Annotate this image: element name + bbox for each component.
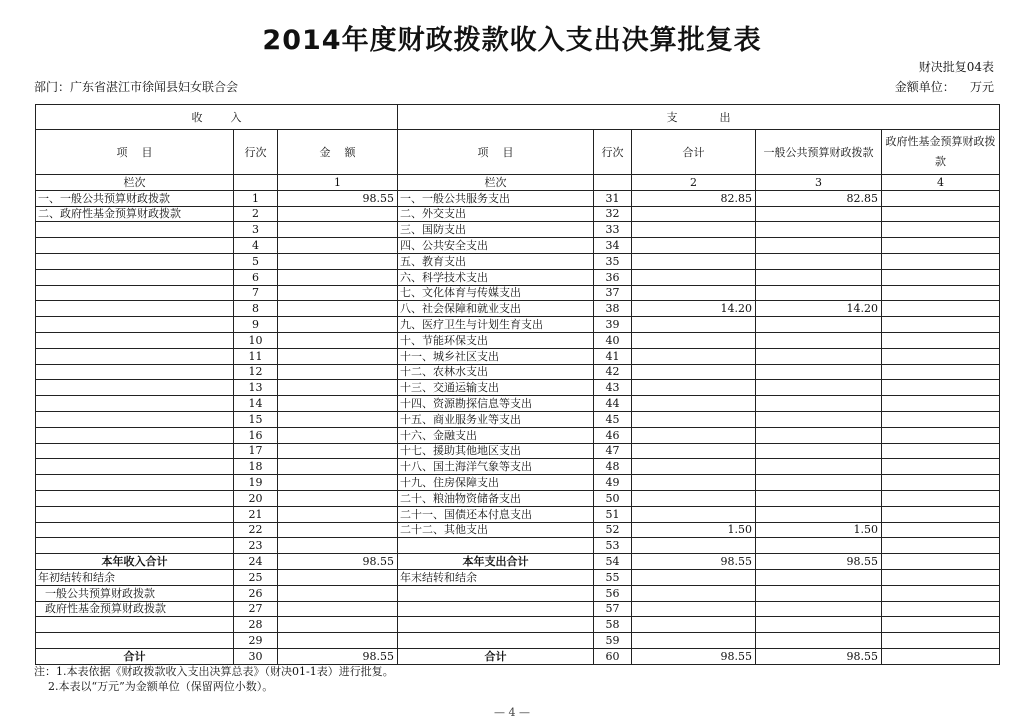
table-row: [36, 443, 1000, 459]
expense-rowno-header: 行次: [594, 130, 632, 175]
budget-table: [35, 104, 1000, 665]
fund-budget-cell: [882, 554, 1000, 570]
expense-rowno-cell: 36: [594, 269, 632, 285]
general-budget-cell: [756, 475, 882, 491]
income-amount-cell: [278, 459, 398, 475]
income-amount-cell: [278, 569, 398, 585]
income-item-cell: 合计: [36, 648, 234, 664]
expense-rowno-cell: 37: [594, 285, 632, 301]
general-budget-cell: [756, 364, 882, 380]
expense-rowno-cell: 58: [594, 617, 632, 633]
table-row: [36, 601, 1000, 617]
fund-budget-cell: [882, 522, 1000, 538]
total-cell: [632, 633, 756, 649]
fund-budget-cell: [882, 380, 1000, 396]
income-rowno-cell: 17: [234, 443, 278, 459]
income-item-cell: [36, 411, 234, 427]
page-number: — 4 —: [494, 706, 530, 719]
fund-budget-cell: [882, 585, 1000, 601]
income-rowno-cell: 3: [234, 222, 278, 238]
table-row: [36, 190, 1000, 206]
income-rowno-cell: 1: [234, 190, 278, 206]
expense-item-cell: [398, 538, 594, 554]
expense-rowno-cell: 53: [594, 538, 632, 554]
expense-rowno-cell: 42: [594, 364, 632, 380]
expense-item-cell: 二十、粮油物资储备支出: [398, 490, 594, 506]
expense-rowno-cell: 41: [594, 348, 632, 364]
expense-item-cell: [398, 617, 594, 633]
general-budget-cell: [756, 380, 882, 396]
total-cell: [632, 269, 756, 285]
income-amount-cell: [278, 332, 398, 348]
income-amount-cell: [278, 427, 398, 443]
income-item-cell: [36, 332, 234, 348]
expense-item-cell: 五、教育支出: [398, 253, 594, 269]
income-amount-cell: [278, 222, 398, 238]
fund-budget-cell: [882, 269, 1000, 285]
fund-budget-cell: [882, 222, 1000, 238]
total-cell: [632, 348, 756, 364]
general-budget-cell: [756, 506, 882, 522]
total-cell: [632, 396, 756, 412]
table-row: [36, 285, 1000, 301]
income-item-cell: [36, 443, 234, 459]
income-item-cell: [36, 522, 234, 538]
expense-rowno-cell: 31: [594, 190, 632, 206]
expense-item-cell: 一、一般公共服务支出: [398, 190, 594, 206]
form-code: 财决批复04表: [918, 60, 994, 74]
fund-budget-cell: [882, 569, 1000, 585]
income-rowno-cell: 27: [234, 601, 278, 617]
income-item-cell: 二、政府性基金预算财政拨款: [36, 206, 234, 222]
general-budget-cell: [756, 253, 882, 269]
fund-budget-cell: [882, 475, 1000, 491]
fund-budget-cell: [882, 506, 1000, 522]
fund-budget-cell: [882, 301, 1000, 317]
income-rowno-cell: 28: [234, 617, 278, 633]
fund-budget-cell: [882, 617, 1000, 633]
table-row: [36, 411, 1000, 427]
fund-budget-cell: [882, 411, 1000, 427]
expense-item-cell: [398, 633, 594, 649]
total-cell: [632, 617, 756, 633]
income-rowno-cell: 24: [234, 554, 278, 570]
income-amount-cell: [278, 238, 398, 254]
expense-rowno-cell: 49: [594, 475, 632, 491]
footnote: 2.本表以“万元”为金额单位（保留两位小数）。: [34, 680, 274, 693]
total-cell: [632, 332, 756, 348]
general-budget-cell: 1.50: [756, 522, 882, 538]
fund-budget-cell: [882, 285, 1000, 301]
income-amount-cell: [278, 601, 398, 617]
income-rowno-header: 行次: [234, 130, 278, 175]
income-rowno-cell: 4: [234, 238, 278, 254]
income-amount-cell: [278, 522, 398, 538]
total-cell: [632, 475, 756, 491]
table-row: [36, 253, 1000, 269]
total-cell: [632, 317, 756, 333]
general-budget-cell: [756, 238, 882, 254]
income-rowno-cell: 6: [234, 269, 278, 285]
expense-rowno-cell: 44: [594, 396, 632, 412]
total-cell: [632, 427, 756, 443]
income-amount-cell: [278, 443, 398, 459]
general-budget-cell: [756, 317, 882, 333]
total-cell: [632, 569, 756, 585]
expense-rowno-cell: 57: [594, 601, 632, 617]
income-item-cell: [36, 459, 234, 475]
general-budget-cell: [756, 538, 882, 554]
fund-budget-cell: [882, 190, 1000, 206]
income-item-cell: [36, 538, 234, 554]
expense-rowno-cell: 59: [594, 633, 632, 649]
income-amount-cell: [278, 506, 398, 522]
income-rowno-cell: 14: [234, 396, 278, 412]
expense-item-cell: [398, 601, 594, 617]
expense-rowno-cell: 35: [594, 253, 632, 269]
income-item-header: 项 目: [36, 130, 234, 175]
income-header: 收 入: [36, 105, 398, 130]
column-number-3: 3: [756, 175, 882, 191]
fund-budget-cell: [882, 317, 1000, 333]
income-amount-cell: [278, 490, 398, 506]
income-item-cell: [36, 253, 234, 269]
expense-rowno-cell: 46: [594, 427, 632, 443]
general-budget-cell: [756, 443, 882, 459]
general-budget-cell: [756, 490, 882, 506]
expense-item-cell: 二、外交支出: [398, 206, 594, 222]
income-amount-cell: [278, 253, 398, 269]
income-rowno-cell: 26: [234, 585, 278, 601]
income-item-cell: [36, 506, 234, 522]
income-item-cell: [36, 269, 234, 285]
total-cell: [632, 490, 756, 506]
expense-item-cell: 十六、金融支出: [398, 427, 594, 443]
table-row: [36, 301, 1000, 317]
total-cell: 98.55: [632, 554, 756, 570]
column-number-4: 4: [882, 175, 1000, 191]
income-item-cell: [36, 285, 234, 301]
total-cell: 1.50: [632, 522, 756, 538]
expense-item-cell: 七、文化体育与传媒支出: [398, 285, 594, 301]
income-rowno-cell: 11: [234, 348, 278, 364]
expense-item-cell: 十四、资源勘探信息等支出: [398, 396, 594, 412]
expense-rowno-cell: 34: [594, 238, 632, 254]
fund-budget-cell: [882, 253, 1000, 269]
income-item-cell: [36, 475, 234, 491]
fund-budget-cell: [882, 238, 1000, 254]
income-item-cell: [36, 617, 234, 633]
total-cell: [632, 222, 756, 238]
table-row: [36, 648, 1000, 664]
expense-rowno-cell: 40: [594, 332, 632, 348]
general-budget-cell: [756, 269, 882, 285]
expense-rowno-cell: 51: [594, 506, 632, 522]
total-cell: [632, 538, 756, 554]
expense-item-cell: 本年支出合计: [398, 554, 594, 570]
table-row: [36, 585, 1000, 601]
income-amount-cell: [278, 317, 398, 333]
fund-budget-cell: [882, 427, 1000, 443]
general-budget-cell: [756, 459, 882, 475]
income-rowno-cell: 16: [234, 427, 278, 443]
table-row: [36, 522, 1000, 538]
table-row: [36, 427, 1000, 443]
income-amount-cell: [278, 633, 398, 649]
table-row: [36, 459, 1000, 475]
income-rowno-cell: 2: [234, 206, 278, 222]
total-cell: [632, 459, 756, 475]
income-amount-cell: [278, 617, 398, 633]
fund-budget-cell: [882, 206, 1000, 222]
column-number-1: 1: [278, 175, 398, 191]
expense-item-cell: 十、节能环保支出: [398, 332, 594, 348]
fund-budget-cell: [882, 443, 1000, 459]
table-row: [36, 538, 1000, 554]
expense-rowno-cell: 38: [594, 301, 632, 317]
unit-label: 金额单位： 万元: [894, 80, 994, 94]
expense-rowno-cell: 55: [594, 569, 632, 585]
general-budget-cell: 82.85: [756, 190, 882, 206]
table-row: [36, 317, 1000, 333]
income-amount-cell: 98.55: [278, 648, 398, 664]
expense-rowno-cell: 60: [594, 648, 632, 664]
table-row: [36, 222, 1000, 238]
income-amount-cell: [278, 206, 398, 222]
income-item-cell: [36, 348, 234, 364]
general-budget-cell: [756, 617, 882, 633]
expense-item-cell: 合计: [398, 648, 594, 664]
total-cell: [632, 364, 756, 380]
income-rowno-cell: 5: [234, 253, 278, 269]
fund-budget-cell: [882, 459, 1000, 475]
page-title: 2014年度财政拨款收入支出决算批复表: [262, 25, 762, 56]
income-item-cell: [36, 396, 234, 412]
fund-budget-cell: [882, 364, 1000, 380]
expense-item-cell: 四、公共安全支出: [398, 238, 594, 254]
expense-item-cell: 三、国防支出: [398, 222, 594, 238]
expense-item-cell: 九、医疗卫生与计划生育支出: [398, 317, 594, 333]
footnote: 注：1.本表依据《财政拨款收入支出决算总表》（财决01-1表）进行批复。: [34, 665, 394, 678]
total-cell: [632, 585, 756, 601]
income-amount-cell: [278, 475, 398, 491]
expense-rowno-cell: 39: [594, 317, 632, 333]
table-row: [36, 332, 1000, 348]
table-row: [36, 554, 1000, 570]
general-budget-cell: [756, 411, 882, 427]
expense-item-cell: 六、科学技术支出: [398, 269, 594, 285]
fund-budget-cell: [882, 538, 1000, 554]
income-amount-cell: [278, 285, 398, 301]
total-cell: [632, 506, 756, 522]
expense-item-cell: 二十二、其他支出: [398, 522, 594, 538]
expense-rowno-cell: 54: [594, 554, 632, 570]
table-row: [36, 206, 1000, 222]
fund-budget-cell: [882, 633, 1000, 649]
general-budget-cell: [756, 332, 882, 348]
table-row: [36, 617, 1000, 633]
income-item-cell: [36, 222, 234, 238]
expense-header: 支 出: [398, 105, 1000, 130]
general-budget-cell: [756, 601, 882, 617]
expense-item-cell: 十八、国土海洋气象等支出: [398, 459, 594, 475]
column-label-income: 栏次: [36, 175, 234, 191]
table-row: [36, 633, 1000, 649]
footnotes: [34, 664, 394, 694]
income-item-cell: 本年收入合计: [36, 554, 234, 570]
income-item-cell: [36, 633, 234, 649]
general-budget-cell: [756, 285, 882, 301]
expense-rowno-cell: 43: [594, 380, 632, 396]
general-budget-cell: [756, 206, 882, 222]
income-amount-cell: [278, 364, 398, 380]
expense-item-header: 项 目: [398, 130, 594, 175]
fund-budget-cell: [882, 396, 1000, 412]
income-rowno-cell: 7: [234, 285, 278, 301]
fund-budget-cell: [882, 332, 1000, 348]
table-row: [36, 269, 1000, 285]
total-cell: [632, 411, 756, 427]
income-item-cell: [36, 301, 234, 317]
income-rowno-cell: 13: [234, 380, 278, 396]
expense-item-cell: 八、社会保障和就业支出: [398, 301, 594, 317]
income-rowno-cell: 10: [234, 332, 278, 348]
income-amount-cell: [278, 411, 398, 427]
department-label: 部门：广东省湛江市徐闻县妇女联合会: [34, 80, 239, 94]
income-amount-cell: [278, 585, 398, 601]
expense-item-cell: 十二、农林水支出: [398, 364, 594, 380]
income-rowno-cell: 29: [234, 633, 278, 649]
expense-item-cell: 十三、交通运输支出: [398, 380, 594, 396]
income-rowno-cell: 8: [234, 301, 278, 317]
income-rowno-cell: 30: [234, 648, 278, 664]
expense-rowno-cell: 52: [594, 522, 632, 538]
empty-cell: [234, 175, 278, 191]
income-rowno-cell: 25: [234, 569, 278, 585]
income-item-cell: 一般公共预算财政拨款: [36, 585, 234, 601]
general-budget-header: 一般公共预算财政拨款: [756, 130, 882, 175]
total-cell: [632, 285, 756, 301]
income-item-cell: [36, 364, 234, 380]
expense-item-cell: 年末结转和结余: [398, 569, 594, 585]
table-row: [36, 506, 1000, 522]
fund-budget-cell: [882, 601, 1000, 617]
total-cell: [632, 443, 756, 459]
income-rowno-cell: 12: [234, 364, 278, 380]
fund-budget-cell: [882, 648, 1000, 664]
income-rowno-cell: 20: [234, 490, 278, 506]
expense-rowno-cell: 45: [594, 411, 632, 427]
fund-budget-header: 政府性基金预算财政拨款: [882, 130, 1000, 175]
income-rowno-cell: 18: [234, 459, 278, 475]
expense-item-cell: 十一、城乡社区支出: [398, 348, 594, 364]
column-label-expense: 栏次: [398, 175, 594, 191]
income-item-cell: [36, 238, 234, 254]
general-budget-cell: [756, 585, 882, 601]
income-item-cell: [36, 490, 234, 506]
general-budget-cell: [756, 633, 882, 649]
income-amount-cell: 98.55: [278, 190, 398, 206]
general-budget-cell: 98.55: [756, 648, 882, 664]
total-cell: [632, 380, 756, 396]
expense-item-cell: 二十一、国债还本付息支出: [398, 506, 594, 522]
expense-rowno-cell: 32: [594, 206, 632, 222]
expense-rowno-cell: 48: [594, 459, 632, 475]
expense-item-cell: 十五、商业服务业等支出: [398, 411, 594, 427]
general-budget-cell: [756, 396, 882, 412]
total-cell: 14.20: [632, 301, 756, 317]
table-row: [36, 238, 1000, 254]
expense-item-cell: 十九、住房保障支出: [398, 475, 594, 491]
table-row: [36, 569, 1000, 585]
income-rowno-cell: 21: [234, 506, 278, 522]
table-row: [36, 490, 1000, 506]
general-budget-cell: 98.55: [756, 554, 882, 570]
total-cell: [632, 206, 756, 222]
empty-cell: [594, 175, 632, 191]
expense-rowno-cell: 56: [594, 585, 632, 601]
income-rowno-cell: 9: [234, 317, 278, 333]
total-header: 合计: [632, 130, 756, 175]
expense-item-cell: 十七、援助其他地区支出: [398, 443, 594, 459]
income-amount-cell: [278, 301, 398, 317]
expense-rowno-cell: 50: [594, 490, 632, 506]
expense-item-cell: [398, 585, 594, 601]
income-amount-header: 金 额: [278, 130, 398, 175]
total-cell: [632, 238, 756, 254]
income-item-cell: [36, 317, 234, 333]
income-rowno-cell: 15: [234, 411, 278, 427]
general-budget-cell: 14.20: [756, 301, 882, 317]
total-cell: [632, 601, 756, 617]
total-cell: 98.55: [632, 648, 756, 664]
income-item-cell: [36, 380, 234, 396]
income-rowno-cell: 19: [234, 475, 278, 491]
expense-rowno-cell: 47: [594, 443, 632, 459]
income-rowno-cell: 23: [234, 538, 278, 554]
column-number-2: 2: [632, 175, 756, 191]
general-budget-cell: [756, 348, 882, 364]
income-amount-cell: [278, 396, 398, 412]
income-amount-cell: [278, 269, 398, 285]
income-item-cell: 政府性基金预算财政拨款: [36, 601, 234, 617]
table-row: [36, 364, 1000, 380]
income-item-cell: [36, 427, 234, 443]
table-row: [36, 348, 1000, 364]
income-amount-cell: [278, 380, 398, 396]
general-budget-cell: [756, 569, 882, 585]
table-row: [36, 380, 1000, 396]
general-budget-cell: [756, 427, 882, 443]
table-row: [36, 396, 1000, 412]
fund-budget-cell: [882, 490, 1000, 506]
income-rowno-cell: 22: [234, 522, 278, 538]
income-amount-cell: [278, 538, 398, 554]
fund-budget-cell: [882, 348, 1000, 364]
income-item-cell: 年初结转和结余: [36, 569, 234, 585]
expense-rowno-cell: 33: [594, 222, 632, 238]
general-budget-cell: [756, 222, 882, 238]
income-item-cell: 一、一般公共预算财政拨款: [36, 190, 234, 206]
total-cell: 82.85: [632, 190, 756, 206]
total-cell: [632, 253, 756, 269]
income-amount-cell: [278, 348, 398, 364]
income-amount-cell: 98.55: [278, 554, 398, 570]
table-row: [36, 475, 1000, 491]
